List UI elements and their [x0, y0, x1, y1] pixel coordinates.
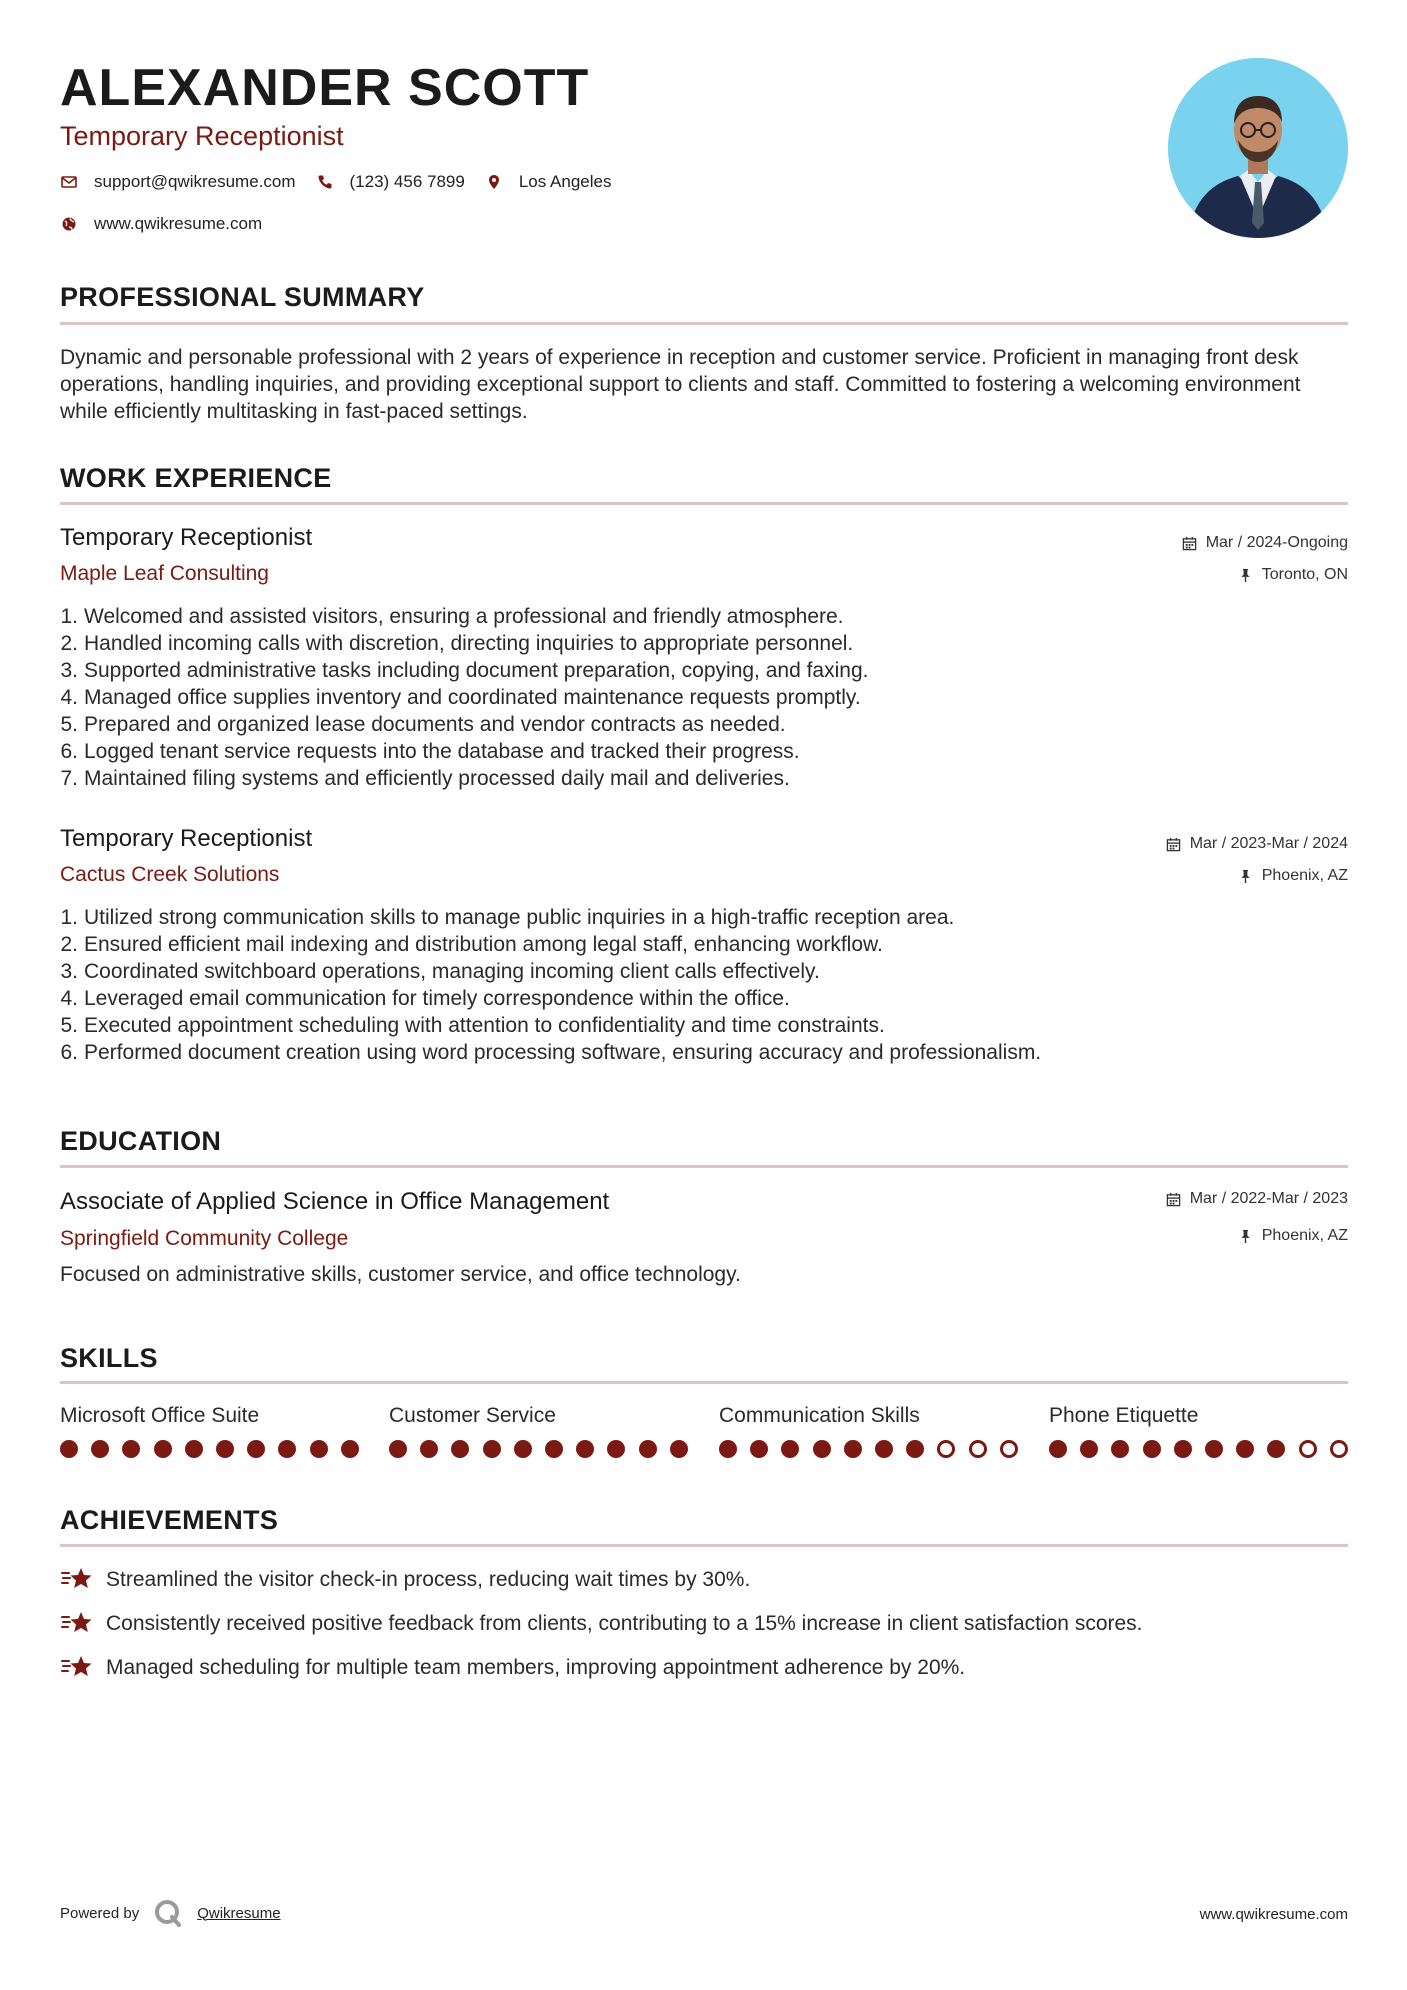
location-text: Toronto, ON: [1261, 566, 1348, 583]
rating-dot-filled: [247, 1440, 265, 1458]
job-dates: [1166, 834, 1348, 854]
section-divider: [60, 1544, 1348, 1547]
rating-dot-filled: [1236, 1440, 1254, 1458]
skill-item: [1049, 1402, 1349, 1429]
list-item: 6. Performed document creation using word processing software, ensuring accuracy and professionalism.: [60, 1041, 1042, 1064]
star-icon: [60, 1609, 94, 1637]
list-item: 6. Logged tenant service requests into the database and tracked their progress.: [60, 740, 800, 763]
bullet-text: Managed office supplies inventory and coordinated maintenance requests promptly.: [84, 686, 861, 709]
phone-text: (123) 456 7899: [349, 172, 465, 191]
calendar-icon: [1166, 836, 1182, 852]
rating-dot-filled: [719, 1440, 737, 1458]
person-avatar-icon: [1168, 58, 1348, 238]
skill-item: [389, 1402, 689, 1429]
skill-name: Phone Etiquette: [1049, 1404, 1199, 1427]
achievement-text: Consistently received positive feedback from clients, contributing to a 15% increase in client satisfaction scores.: [106, 1611, 1143, 1635]
rating-dot-empty: [969, 1440, 987, 1458]
rating-dot-filled: [483, 1440, 501, 1458]
bullet-text: Prepared and organized lease documents and vendor contracts as needed.: [84, 713, 786, 736]
calendar-icon: [1166, 1191, 1182, 1207]
degree-title: Associate of Applied Science in Office Management: [60, 1188, 610, 1215]
list-item: 4. Leveraged email communication for timely correspondence within the office.: [60, 987, 790, 1010]
dates-text: Mar / 2024-Ongoing: [1205, 534, 1348, 551]
dates-text: Mar / 2022-Mar / 2023: [1189, 1190, 1348, 1207]
map-pin-icon: [485, 173, 503, 191]
rating-dot-filled: [1080, 1440, 1098, 1458]
bullet-text: Maintained filing systems and efficiently processed daily mail and deliveries.: [84, 767, 790, 790]
rating-dot-empty: [1299, 1440, 1317, 1458]
job-company: Cactus Creek Solutions: [60, 863, 280, 886]
contact-row: [60, 172, 631, 192]
pushpin-icon: [1238, 1228, 1254, 1244]
job-bullets: [52, 603, 1352, 792]
footer-powered-by: [60, 1898, 281, 1928]
rating-dot-filled: [906, 1440, 924, 1458]
rating-dot-filled: [91, 1440, 109, 1458]
rating-dot-filled: [1111, 1440, 1129, 1458]
list-item: 5. Executed appointment scheduling with attention to confidentiality and time constraints.: [60, 1014, 885, 1037]
job-location: [1238, 866, 1348, 886]
skill-rating: [60, 1440, 372, 1458]
school-name: Springfield Community College: [60, 1227, 349, 1250]
rating-dot-filled: [60, 1440, 78, 1458]
list-item: 3. Coordinated switchboard operations, managing incoming client calls effectively.: [60, 960, 820, 983]
rating-dot-empty: [937, 1440, 955, 1458]
envelope-icon: [60, 173, 78, 191]
experience-heading: WORK EXPERIENCE: [60, 463, 332, 493]
bullet-text: Ensured efficient mail indexing and distribution among legal staff, enhancing workflow.: [84, 933, 883, 956]
rating-dot-empty: [1000, 1440, 1018, 1458]
skill-name: Customer Service: [389, 1404, 556, 1427]
skill-rating: [1049, 1440, 1361, 1458]
location-text: Los Angeles: [518, 172, 612, 191]
job-dates: [1182, 533, 1348, 553]
skill-item: [719, 1402, 1019, 1429]
bullet-text: Handled incoming calls with discretion, directing inquiries to appropriate personnel.: [84, 632, 854, 655]
rating-dot-filled: [278, 1440, 296, 1458]
dates-text: Mar / 2023-Mar / 2024: [1189, 835, 1348, 852]
rating-dot-filled: [389, 1440, 407, 1458]
bullet-text: Supported administrative tasks including document preparation, copying, and faxing.: [84, 659, 869, 682]
location-text: Phoenix, AZ: [1261, 867, 1348, 884]
list-item: 7. Maintained filing systems and efficiently processed daily mail and deliveries.: [60, 767, 790, 790]
rating-dot-filled: [639, 1440, 657, 1458]
rating-dot-filled: [341, 1440, 359, 1458]
bullet-text: Performed document creation using word processing software, ensuring accuracy and professionalism.: [84, 1041, 1042, 1064]
education-dates: [1166, 1189, 1348, 1209]
globe-icon: [60, 215, 78, 233]
job-title: Temporary Receptionist: [60, 825, 313, 852]
bullet-text: Logged tenant service requests into the database and tracked their progress.: [84, 740, 800, 763]
achievement-item: [60, 1565, 750, 1593]
achievement-text: Managed scheduling for multiple team members, improving appointment adherence by 20%.: [106, 1655, 966, 1679]
job-company: Maple Leaf Consulting: [60, 562, 269, 585]
education-heading: EDUCATION: [60, 1126, 222, 1156]
bullet-text: Welcomed and assisted visitors, ensuring a professional and friendly atmosphere.: [84, 605, 844, 628]
skill-rating: [389, 1440, 701, 1458]
rating-dot-filled: [875, 1440, 893, 1458]
section-divider: [60, 502, 1348, 505]
pushpin-icon: [1238, 567, 1254, 583]
contact-email[interactable]: [60, 172, 296, 192]
star-icon: [60, 1653, 94, 1681]
list-item: 2. Ensured efficient mail indexing and distribution among legal staff, enhancing workflow.: [60, 933, 883, 956]
contact-phone[interactable]: [316, 172, 465, 192]
achievement-item: [60, 1609, 1143, 1637]
list-item: 4. Managed office supplies inventory and coordinated maintenance requests promptly.: [60, 686, 861, 709]
rating-dot-filled: [154, 1440, 172, 1458]
summary-heading: PROFESSIONAL SUMMARY: [60, 282, 425, 312]
rating-dot-filled: [670, 1440, 688, 1458]
website-text: www.qwikresume.com: [94, 214, 263, 233]
education-location: [1238, 1226, 1348, 1246]
section-divider: [60, 322, 1348, 325]
rating-dot-filled: [1205, 1440, 1223, 1458]
rating-dot-filled: [420, 1440, 438, 1458]
rating-dot-filled: [185, 1440, 203, 1458]
rating-dot-filled: [216, 1440, 234, 1458]
job-bullets: [52, 904, 1352, 1066]
rating-dot-filled: [750, 1440, 768, 1458]
calendar-icon: [1182, 535, 1198, 551]
location-text: Phoenix, AZ: [1261, 1227, 1348, 1244]
contact-location: [485, 172, 612, 192]
list-item: 1. Welcomed and assisted visitors, ensuring a professional and friendly atmosphere.: [60, 605, 844, 628]
bullet-text: Leveraged email communication for timely correspondence within the office.: [84, 987, 790, 1010]
rating-dot-filled: [545, 1440, 563, 1458]
section-divider: [60, 1165, 1348, 1168]
profile-photo: [1168, 58, 1348, 238]
job-location: [1238, 565, 1348, 585]
section-divider: [60, 1381, 1348, 1384]
rating-dot-filled: [607, 1440, 625, 1458]
rating-dot-filled: [122, 1440, 140, 1458]
pushpin-icon: [1238, 868, 1254, 884]
achievement-text: Streamlined the visitor check-in process, reducing wait times by 30%.: [106, 1567, 751, 1591]
skill-name: Communication Skills: [719, 1404, 920, 1427]
list-item: 5. Prepared and organized lease documents and vendor contracts as needed.: [60, 713, 786, 736]
rating-dot-filled: [1267, 1440, 1285, 1458]
rating-dot-filled: [1049, 1440, 1067, 1458]
footer-website[interactable]: www.qwikresume.com: [1199, 1906, 1348, 1923]
powered-by-text: Powered by: [60, 1904, 140, 1922]
rating-dot-filled: [1143, 1440, 1161, 1458]
email-text: support@qwikresume.com: [94, 172, 296, 191]
rating-dot-empty: [1330, 1440, 1348, 1458]
list-item: 1. Utilized strong communication skills to manage public inquiries in a high-traffic reception area.: [60, 906, 955, 929]
bullet-text: Coordinated switchboard operations, managing incoming client calls effectively.: [84, 960, 820, 983]
rating-dot-filled: [781, 1440, 799, 1458]
candidate-role: Temporary Receptionist: [60, 121, 344, 151]
skill-name: Microsoft Office Suite: [60, 1404, 260, 1427]
skill-item: [60, 1402, 360, 1429]
bullet-text: Executed appointment scheduling with attention to confidentiality and time constraints.: [84, 1014, 885, 1037]
rating-dot-filled: [813, 1440, 831, 1458]
achievement-item: [60, 1653, 965, 1681]
rating-dot-filled: [844, 1440, 862, 1458]
rating-dot-filled: [451, 1440, 469, 1458]
rating-dot-filled: [576, 1440, 594, 1458]
bullet-text: Utilized strong communication skills to manage public inquiries in a high-traffic reception area.: [84, 906, 955, 929]
contact-website[interactable]: [60, 214, 262, 234]
phone-icon: [316, 173, 334, 191]
list-item: 2. Handled incoming calls with discretion, directing inquiries to appropriate personnel.: [60, 632, 854, 655]
skill-rating: [719, 1440, 1031, 1458]
rating-dot-filled: [310, 1440, 328, 1458]
skills-heading: SKILLS: [60, 1343, 158, 1373]
star-icon: [60, 1565, 94, 1593]
rating-dot-filled: [1174, 1440, 1192, 1458]
rating-dot-filled: [514, 1440, 532, 1458]
achievements-heading: ACHIEVEMENTS: [60, 1505, 279, 1535]
list-item: 3. Supported administrative tasks including document preparation, copying, and faxing.: [60, 659, 869, 682]
qwikresume-logo-icon: [153, 1898, 183, 1928]
education-description: Focused on administrative skills, customer service, and office technology.: [60, 1263, 741, 1286]
candidate-name: ALEXANDER SCOTT: [60, 59, 590, 117]
summary-text: Dynamic and personable professional with 2 years of experience in reception and customer service. Proficient in managing front desk operations, handling inquiries, and providing exceptional support to clients and staff. Committed to fostering a welcoming environment while efficiently multitasking in fast-paced settings.: [60, 346, 1301, 423]
job-title: Temporary Receptionist: [60, 524, 313, 551]
qwikresume-link[interactable]: Qwikresume: [197, 1904, 281, 1922]
contact-row-website: [60, 214, 282, 234]
